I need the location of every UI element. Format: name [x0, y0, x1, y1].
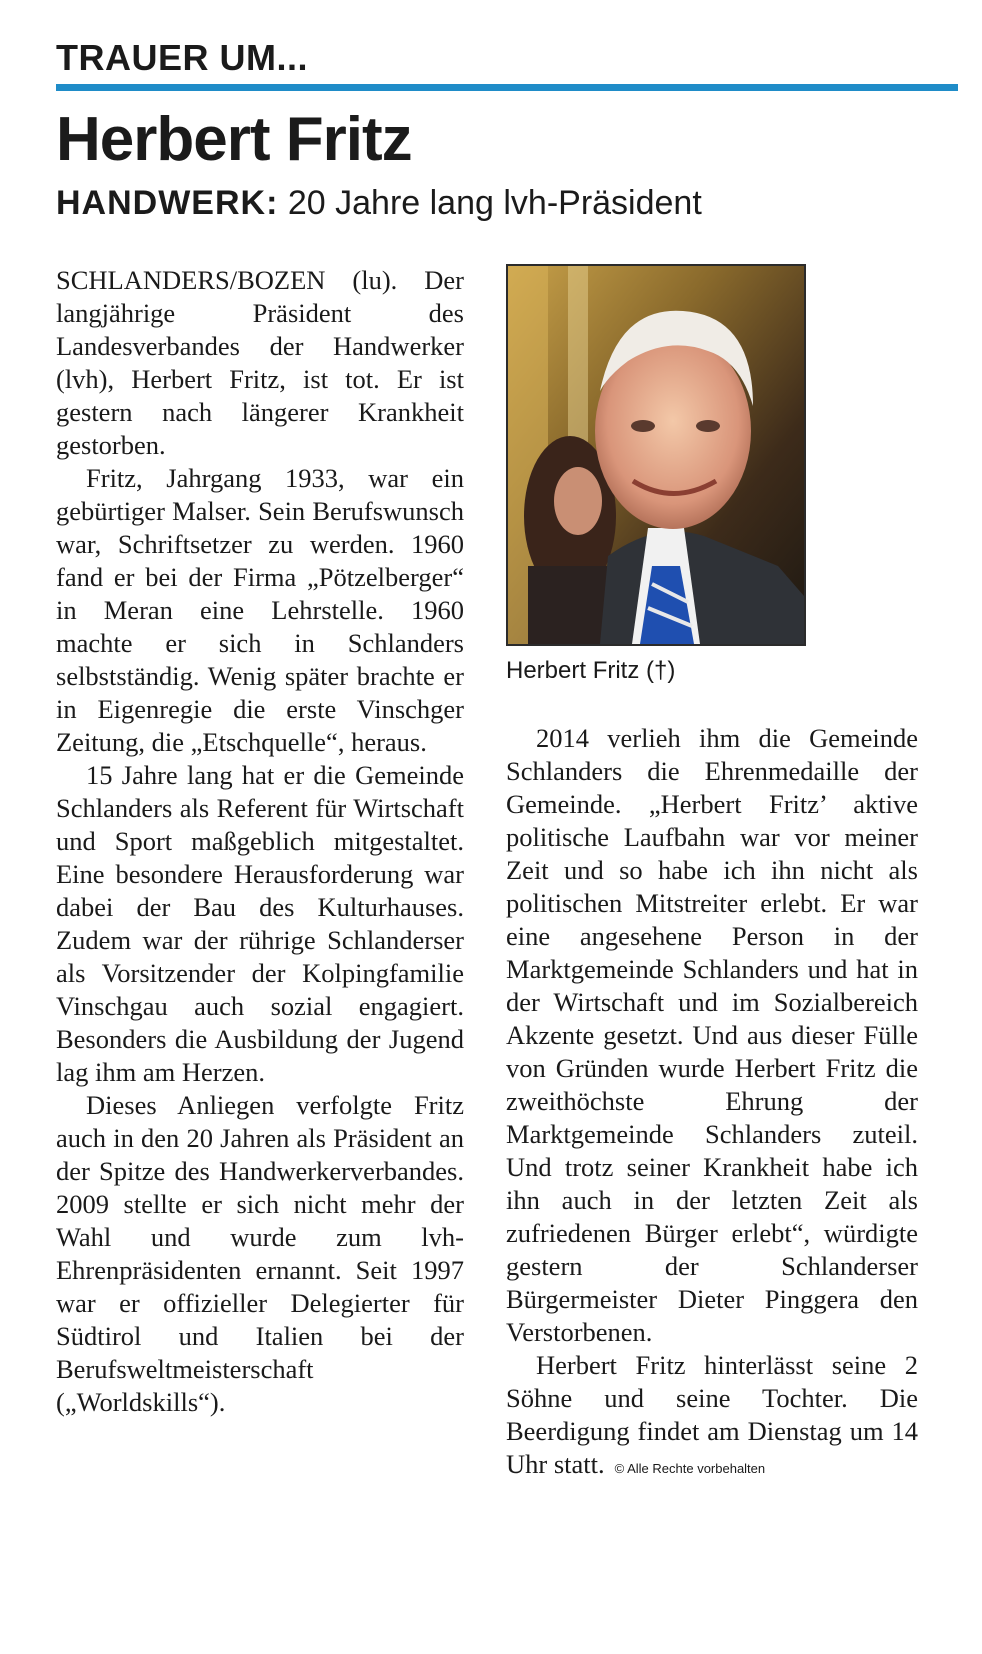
left-column [56, 264, 464, 1419]
right-column [506, 264, 918, 1485]
paragraph-3: 15 Jahre lang hat er die Gemeinde Schlanders als Referent für Wirtschaft und Sport maßgeblich mitgestaltet. Eine besondere Herausforderung war dabei der Bau des Kulturhauses. Zudem war der rührige Schlanderser als Vorsitzender der Kolpingfamilie Vinschgau auch sozial engagiert. Besonders die Ausbildung der Jugend lag ihm am Herzen. [56, 760, 464, 1087]
paragraph-2: Fritz, Jahrgang 1933, war ein gebürtiger Malser. Sein Berufswunsch war, Schriftsetzer zu werden. 1960 fand er bei der Firma „Pötzelberger“ in Meran eine Lehrstelle. 1960 machte er sich in Schlanders selbstständig. Wenig später brachte er in Eigenregie die erste Vinschger Zeitung, die „Etschquelle“, heraus. [56, 463, 464, 757]
paragraph-1: SCHLANDERS/BOZEN (lu). Der langjährige Präsident des Landesverbandes der Handwerker (lvh), Herbert Fritz, ist tot. Er ist gestern nach längerer Krankheit gestorben. [56, 265, 464, 460]
subhead-tag: HANDWERK: [56, 184, 279, 222]
photo-caption: Herbert Fritz (†) [506, 657, 676, 684]
right-column-text [506, 722, 918, 1485]
section-rule [56, 84, 958, 91]
subhead-text: 20 Jahre lang lvh-Präsident [278, 184, 702, 222]
section-kicker: TRAUER UM... [56, 37, 308, 78]
article-headline: Herbert Fritz [56, 105, 412, 174]
paragraph-6 [506, 1349, 918, 1485]
portrait-photo-icon [508, 266, 804, 644]
portrait-photo [506, 264, 806, 646]
paragraph-6-text: Herbert Fritz hinterlässt seine 2 Söhne und seine Tochter. Die Beerdigung findet am Dienstag um 14 Uhr statt. [506, 1350, 918, 1479]
copyright-notice: © Alle Rechte vorbehalten [614, 1461, 766, 1476]
article-subhead [56, 181, 958, 225]
paragraph-4: Dieses Anliegen verfolgte Fritz auch in den 20 Jahren als Präsident an der Spitze des Handwerkerverbandes. 2009 stellte er sich nicht mehr der Wahl und wurde zum lvh-Ehrenpräsidenten ernannt. Seit 1997 war er offizieller Delegierter für Südtirol und Italien bei der Berufsweltmeisterschaft („Worldskills“). [56, 1090, 464, 1417]
paragraph-5: 2014 verlieh ihm die Gemeinde Schlanders die Ehrenmedaille der Gemeinde. „Herbert Fritz’ aktive politische Laufbahn war vor meiner Zeit und so habe ich ihn nicht als politischen Mitstreiter erlebt. Er war eine angesehene Person in der Marktgemeinde Schlanders und hat in der Wirtschaft und im Sozialbereich Akzente gesetzt. Und aus dieser Fülle von Gründen wurde Herbert Fritz die zweithöchste Ehrung der Marktgemeinde Schlanders zuteil. Und trotz seiner Krankheit habe ich ihn auch in der letzten Zeit als zufriedenen Bürger erlebt“, würdigte gestern der Schlanderser Bürgermeister Dieter Pinggera den Verstorbenen. [506, 723, 918, 1347]
article-page [56, 36, 958, 1479]
